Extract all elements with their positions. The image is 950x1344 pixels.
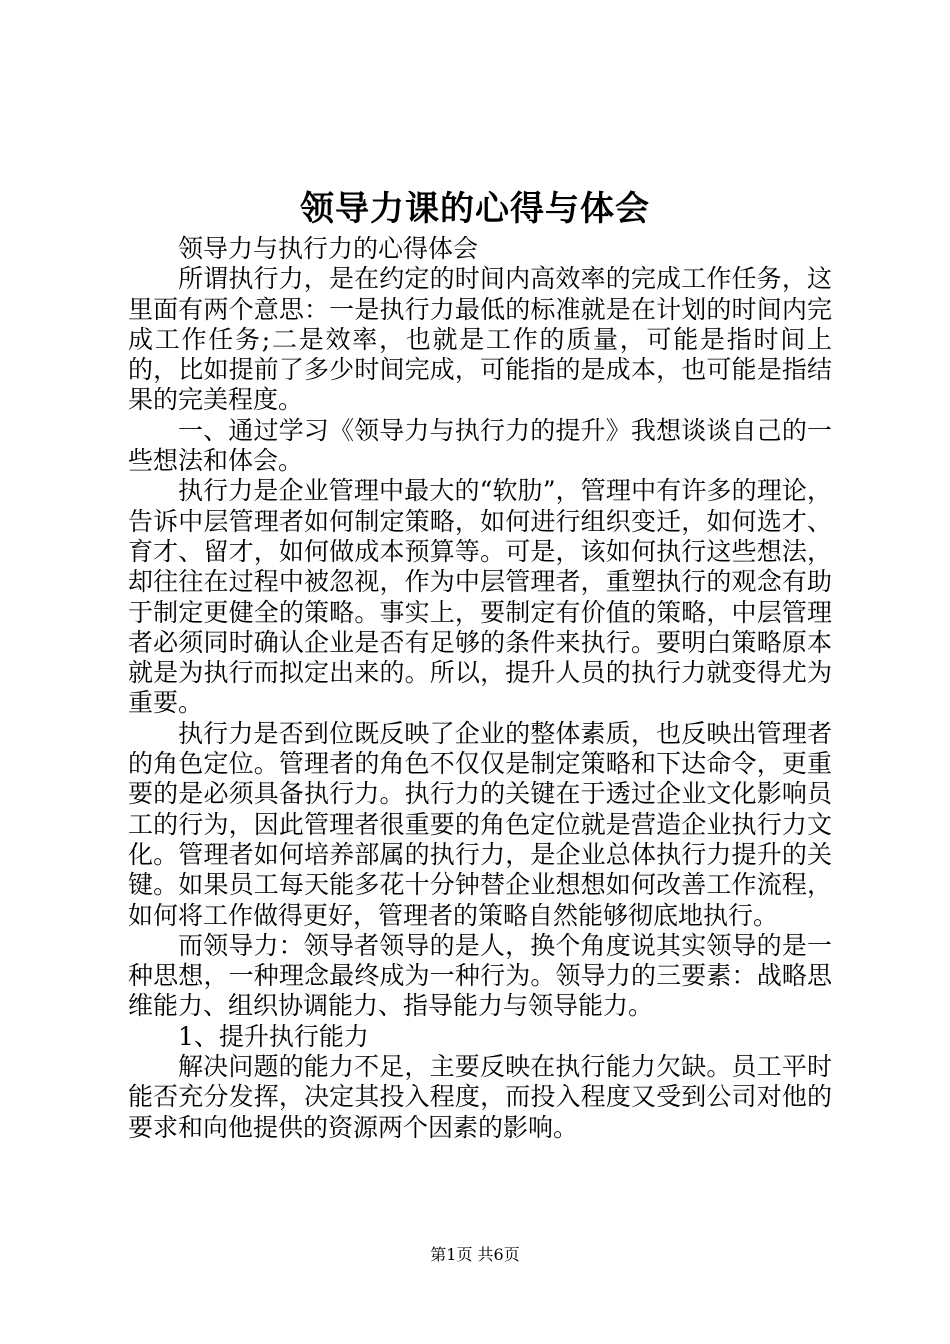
paragraph: 执行力是企业管理中最大的“软肋”，管理中有许多的理论，告诉中层管理者如何制定策略，如何进行组织变迁，如何选才、育才、留才，如何做成本预算等。可是，该如何执行这些想法，却往往在过程中被忽视，作为中层管理者，重塑执行的观念有助于制定更健全的策略。事实上，要制定有价值的策略，中层管理者必须同时确认企业是否有足够的条件来执行。要明白策略原本就是为执行而拟定出来的。所以，提升人员的执行力就变得尤为重要。 [128,476,832,718]
paragraph: 一、通过学习《领导力与执行力的提升》我想谈谈自己的一些想法和体会。 [128,415,832,476]
paragraph: 执行力是否到位既反映了企业的整体素质，也反映出管理者的角色定位。管理者的角色不仅仅是制定策略和下达命令，更重要的是必须具备执行力。执行力的关键在于透过企业文化影响员工的行为，因此管理者很重要的角色定位就是营造企业执行力文化。管理者如何培养部属的执行力，是企业总体执行力提升的关键。如果员工每天能多花十分钟替企业想想如何改善工作流程，如何将工作做得更好，管理者的策略自然能够彻底地执行。 [128,718,832,930]
document-title: 领导力课的心得与体会 [300,189,650,229]
paragraph: 解决问题的能力不足，主要反映在执行能力欠缺。员工平时能否充分发挥，决定其投入程度，而投入程度又受到公司对他的要求和向他提供的资源两个因素的影响。 [128,1052,832,1142]
document-body [128,234,832,1143]
paragraph: 而领导力：领导者领导的是人，换个角度说其实领导的是一种思想，一种理念最终成为一种行为。领导力的三要素：战略思维能力、组织协调能力、指导能力与领导能力。 [128,930,832,1021]
paragraph-subtitle: 领导力与执行力的心得体会 [178,234,479,263]
section-heading: 1、提升执行能力 [178,1021,369,1051]
paragraph: 所谓执行力，是在约定的时间内高效率的完成工作任务，这里面有两个意思：一是执行力最低的标准就是在计划的时间内完成工作任务;二是效率，也就是工作的质量，可能是指时间上的，比如提前了多少时间完成，可能指的是成本，也可能是指结果的完美程度。 [128,264,832,415]
page-footer: 第1页 共6页 [430,1245,520,1264]
